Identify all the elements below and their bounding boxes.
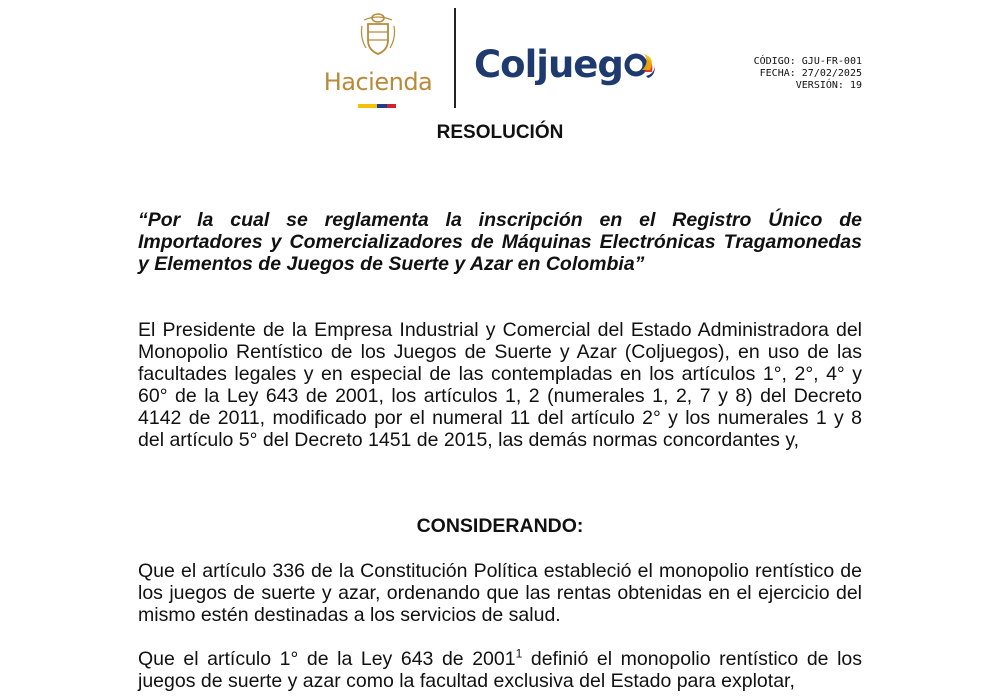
considerando-paragraph-1: Que el artículo 336 de la Constitución Política estableció el monopolio rentístico de los juegos de suerte y azar, ordenando que las rentas obtenidas en el ejercicio del mismo estén destinadas a los servicios de salud. <box>138 560 862 626</box>
coat-of-arms-icon <box>358 12 398 58</box>
document-header <box>0 0 1000 120</box>
considerando-heading: CONSIDERANDO: <box>416 515 584 537</box>
hacienda-logo <box>318 12 438 108</box>
coljuegos-wordmark: Coljueg <box>474 42 623 86</box>
colombia-flag-stripe <box>358 104 396 108</box>
considerando-paragraph-2 <box>138 648 862 692</box>
document-title: RESOLUCIÓN <box>436 122 564 143</box>
coljuegos-swoosh-icon <box>624 48 656 80</box>
doc-date: FECHA: 27/02/2025 <box>759 68 862 79</box>
considerando-2-text-end: definió el monopolio rentístico de los juegos de suerte y azar como la facultad exclusiva del Estado para explotar, <box>138 648 862 692</box>
doc-version: VERSIÓN: 19 <box>795 80 862 91</box>
considerando-2-text-start: Que el artículo 1° de la Ley 643 de 2001 <box>138 648 516 670</box>
hacienda-wordmark: Hacienda <box>323 68 433 96</box>
intro-paragraph: El Presidente de la Empresa Industrial y Comercial del Estado Administradora del Monopolio Rentístico de los Juegos de Suerte y Azar (Coljuegos), en uso de las facultades legales y en especial de las contempladas en los artículos 1°, 2°, 4° y 60° de la Ley 643 de 2001, los artículos 1, 2 (numerales 1, 2, 7 y 8) del Decreto 4142 de 2011, modificado por el numeral 11 del artículo 2° y los numerales 1 y 8 del artículo 5° del Decreto 1451 de 2015, las demás normas concordantes y, <box>138 319 862 451</box>
document-control-info <box>754 56 862 92</box>
coljuegos-logo <box>474 42 656 86</box>
resolution-subtitle: “Por la cual se reglamenta la inscripción en el Registro Único de Importadores y Comercializadores de Máquinas Electrónicas Tragamonedas y Elementos de Juegos de Suerte y Azar en Colombia” <box>138 209 862 275</box>
footnote-reference[interactable]: 1 <box>515 646 523 661</box>
doc-code: CÓDIGO: GJU-FR-001 <box>753 56 862 67</box>
header-divider <box>454 8 456 108</box>
